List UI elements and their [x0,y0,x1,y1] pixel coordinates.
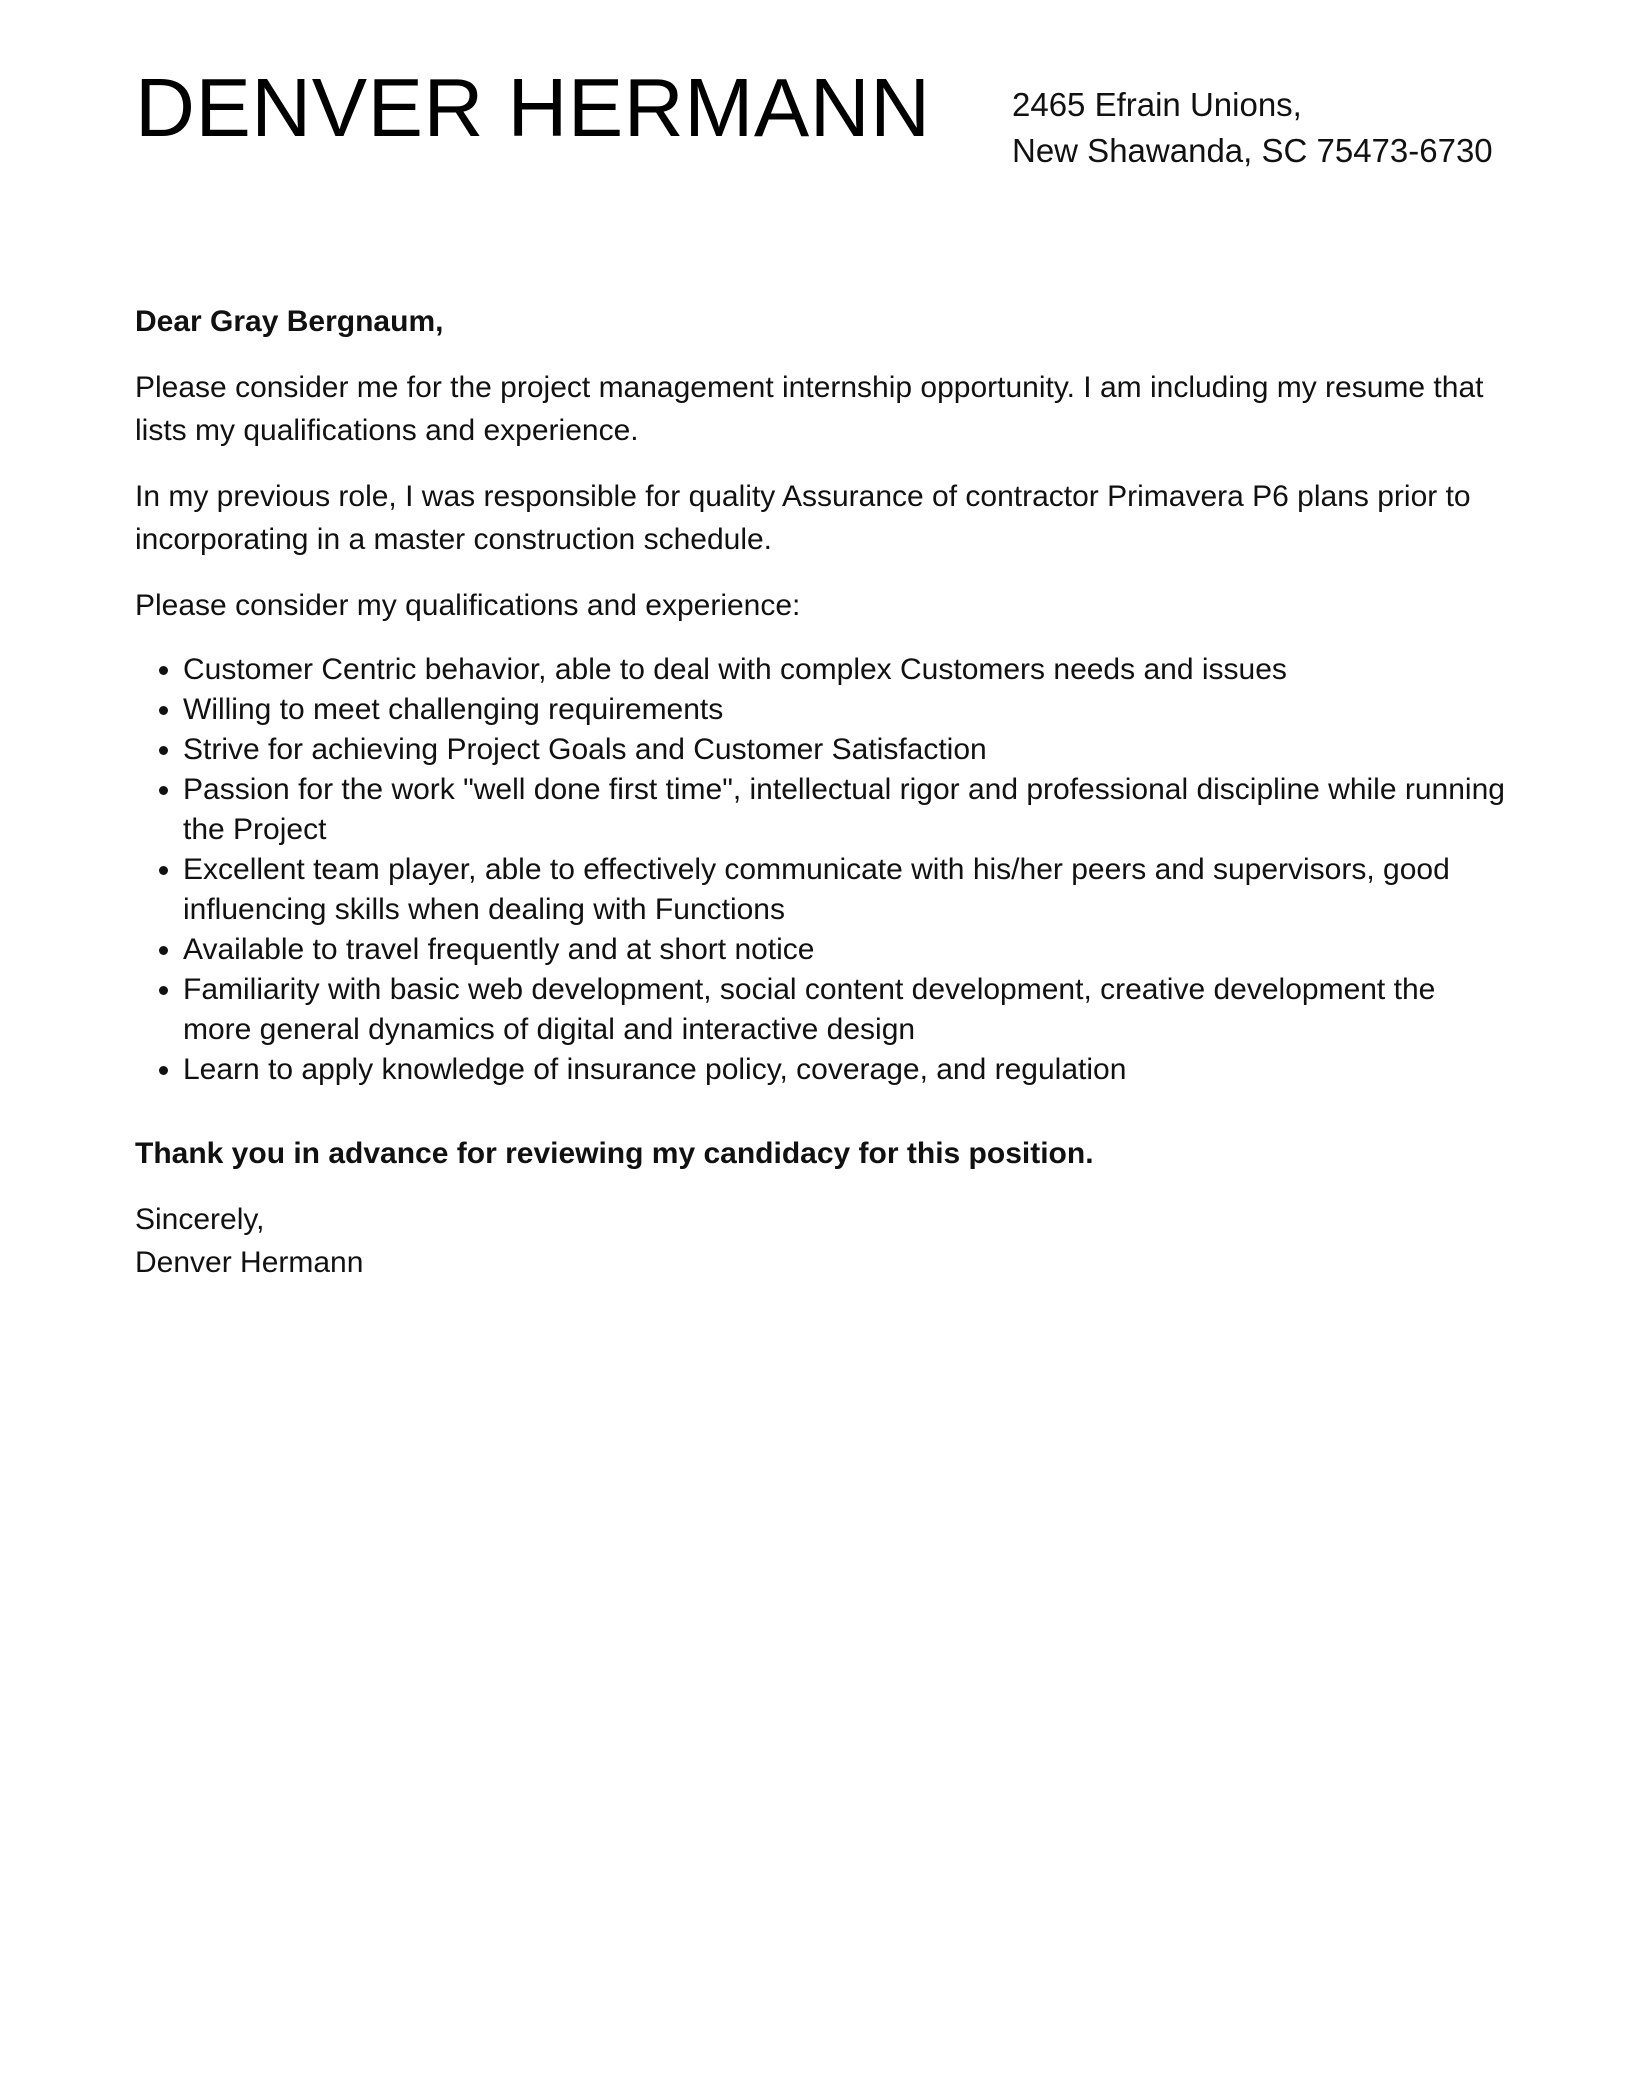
address-line-1: 2465 Efrain Unions, [1012,86,1302,123]
salutation: Dear Gray Bergnaum, [135,305,444,338]
paragraph-qualifications-lead: Please consider my qualifications and experience: [135,589,801,622]
list-item: • Learn to apply knowledge of insurance policy, coverage, and regulation [183,1050,1505,1090]
list-item: • Customer Centric behavior, able to deal with complex Customers needs and issues [183,650,1505,690]
address-line-2: New Shawanda, SC 75473-6730 [1012,132,1493,169]
paragraph-intro: Please consider me for the project management internship opportunity. I am including my resume that lists my qualifications and experience. [135,371,1484,447]
applicant-name: DENVER HERMANN [135,61,931,154]
signoff: Sincerely, [135,1203,265,1236]
letter-body [135,300,1505,1284]
applicant-address [1012,82,1493,174]
list-item: • Available to travel frequently and at short notice [183,930,1505,970]
qualifications-list [135,650,1505,1090]
list-item: • Strive for achieving Project Goals and Customer Satisfaction [183,730,1505,770]
closing-statement: Thank you in advance for reviewing my candidacy for this position. [135,1137,1094,1170]
signature-name: Denver Hermann [135,1246,364,1279]
list-item: • Willing to meet challenging requirements [183,690,1505,730]
list-item: • Excellent team player, able to effectively communicate with his/her peers and supervisors, good influencing skills when dealing with Functions [183,850,1505,930]
paragraph-previous-role: In my previous role, I was responsible for quality Assurance of contractor Primavera P6 plans prior to incorporating in a master construction schedule. [135,480,1471,556]
list-item: • Passion for the work "well done first time", intellectual rigor and professional discipline while running the Project [183,770,1505,850]
list-item: • Familiarity with basic web development, social content development, creative development the more general dynamics of digital and interactive design [183,970,1505,1050]
letter-header [135,0,1497,270]
